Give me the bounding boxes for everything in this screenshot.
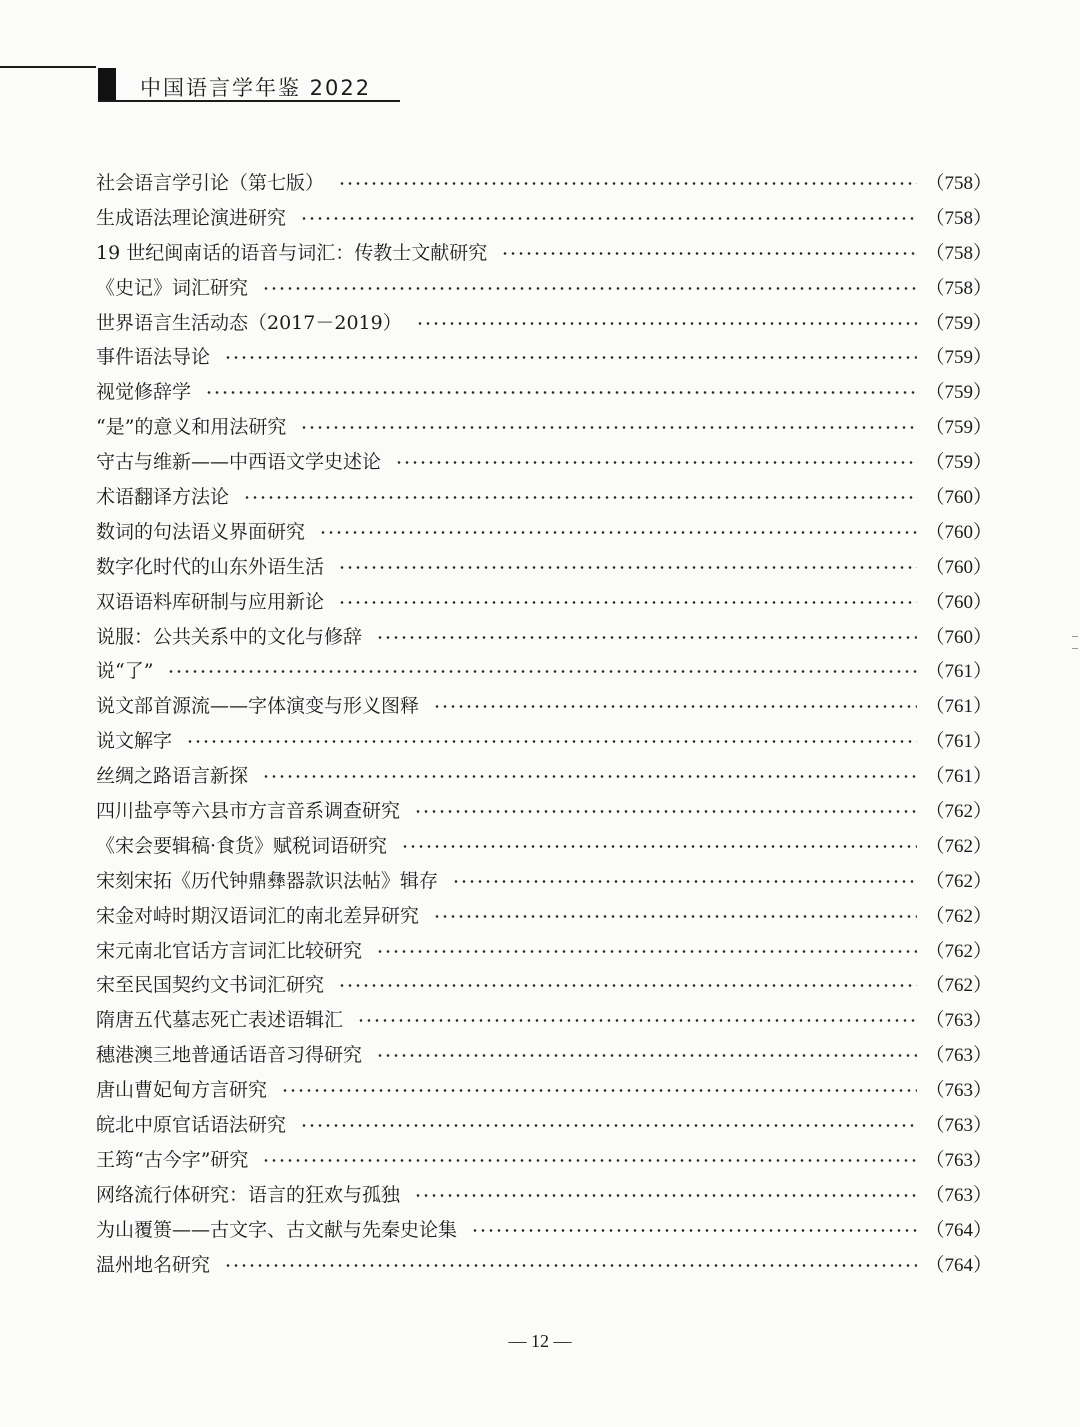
dot-leader (414, 810, 917, 813)
dot-leader (338, 601, 917, 604)
toc-entry-title: 《史记》词汇研究 (96, 276, 249, 299)
toc-entry-title: 宋至民国契约文书词汇研究 (96, 974, 325, 997)
toc-entry-page: （760） (925, 521, 992, 543)
toc-entry-title: 网络流行体研究：语言的狂欢与孤独 (96, 1183, 401, 1206)
toc-entry (96, 1211, 992, 1246)
toc-entry-page: （762） (925, 835, 992, 857)
toc-entry-title: 数字化时代的山东外语生活 (96, 555, 325, 578)
toc-entry-page: （758） (925, 277, 992, 299)
toc-entry (96, 932, 992, 967)
dot-leader (416, 322, 918, 325)
toc-entry (96, 443, 992, 478)
dot-leader (224, 1264, 917, 1267)
toc-entry-title: 说服：公共关系中的文化与修辞 (96, 625, 363, 648)
toc-entry (96, 1141, 992, 1176)
toc-entry (96, 757, 992, 792)
dot-leader (401, 845, 917, 848)
toc-entry-title: 《宋会要辑稿·食货》赋税词语研究 (96, 834, 388, 857)
toc-entry-title: 事件语法导论 (96, 346, 211, 369)
toc-entry-page: （761） (925, 696, 992, 718)
toc-entry-title: 王筠“古今字”研究 (96, 1148, 249, 1171)
dot-leader (452, 880, 917, 883)
dot-leader (262, 1159, 917, 1162)
running-header (0, 58, 400, 102)
toc-entry-page: （759） (925, 312, 992, 334)
toc-entry-title: 社会语言学引论（第七版） (96, 171, 325, 194)
toc-entry (96, 548, 992, 583)
dot-leader (262, 287, 917, 290)
toc-entry-page: （759） (925, 417, 992, 439)
toc-entry (96, 304, 992, 339)
toc-entry-title: 说文部首源流——字体演变与形义图释 (96, 695, 420, 718)
toc-entry-page: （763） (925, 1010, 992, 1032)
toc-entry (96, 792, 992, 827)
toc-entry-page: （763） (925, 1114, 992, 1136)
toc-entry (96, 862, 992, 897)
toc-entry (96, 897, 992, 932)
toc-entry-page: （762） (925, 975, 992, 997)
toc-entry-title: 皖北中原官话语法研究 (96, 1113, 287, 1136)
dot-leader (376, 636, 917, 639)
toc-entry (96, 513, 992, 548)
toc-entry-title: 生成语法理论演进研究 (96, 206, 287, 229)
toc-entry-page: （764） (925, 1254, 992, 1276)
toc-entry (96, 1036, 992, 1071)
toc-entry-page: （759） (925, 452, 992, 474)
toc-entry-title: 视觉修辞学 (96, 381, 192, 404)
dot-leader (281, 1089, 917, 1092)
toc-entry-page: （761） (925, 731, 992, 753)
toc-entry-page: （758） (925, 207, 992, 229)
toc-entry-page: （760） (925, 591, 992, 613)
dot-leader (433, 915, 917, 918)
toc-entry-page: （760） (925, 626, 992, 648)
toc-entry-title: 说文解字 (96, 730, 173, 753)
toc-entry (96, 199, 992, 234)
toc-entry (96, 1071, 992, 1106)
toc-entry-title: 数词的句法语义界面研究 (96, 520, 306, 543)
toc-entry-page: （762） (925, 940, 992, 962)
toc-entry (96, 338, 992, 373)
toc-entry (96, 1001, 992, 1036)
toc-entry (96, 583, 992, 618)
toc-entry (96, 164, 992, 199)
toc-entry-title: 隋唐五代墓志死亡表述语辑汇 (96, 1009, 344, 1032)
toc-entry (96, 827, 992, 862)
toc-entry-page: （762） (925, 800, 992, 822)
toc-entry-page: （764） (925, 1219, 992, 1241)
toc-entry-title: 宋金对峙时期汉语词汇的南北差异研究 (96, 904, 420, 927)
dot-leader (376, 1054, 917, 1057)
toc-entry-title: 唐山曹妃甸方言研究 (96, 1079, 268, 1102)
toc-entry-title: 双语语料库研制与应用新论 (96, 590, 325, 613)
dot-leader (205, 391, 917, 394)
dot-leader (338, 984, 917, 987)
toc-entry-title: “是”的意义和用法研究 (96, 416, 287, 439)
toc-entry (96, 1176, 992, 1211)
dot-leader (243, 496, 917, 499)
toc-entry-title: 宋元南北官话方言词汇比较研究 (96, 939, 363, 962)
toc-entry-title: 四川盐亭等六县市方言音系调查研究 (96, 799, 401, 822)
toc-entry (96, 1246, 992, 1281)
toc-entry-page: （761） (925, 766, 992, 788)
toc-entry (96, 687, 992, 722)
scan-edge-mark (1072, 648, 1078, 649)
dot-leader (319, 531, 917, 534)
toc-entry (96, 722, 992, 757)
toc-entry-page: （762） (925, 905, 992, 927)
toc-entry-title: 穗港澳三地普通话语音习得研究 (96, 1044, 363, 1067)
dot-leader (414, 1194, 917, 1197)
toc-entry (96, 373, 992, 408)
scan-edge-mark (1072, 636, 1078, 637)
toc-entry (96, 269, 992, 304)
dot-leader (338, 566, 917, 569)
toc-entry-page: （762） (925, 870, 992, 892)
dot-leader (300, 1124, 917, 1127)
toc-entry-page: （760） (925, 556, 992, 578)
toc-entry-page: （759） (925, 382, 992, 404)
dot-leader (433, 705, 917, 708)
toc-entry (96, 478, 992, 513)
toc-entry (96, 652, 992, 687)
toc-entry-title: 丝绸之路语言新探 (96, 765, 249, 788)
dot-leader (376, 950, 917, 953)
header-title: 中国语言学年鉴 2022 (140, 76, 372, 100)
dot-leader (167, 670, 917, 673)
toc-entry (96, 234, 992, 269)
toc-entry-title: 守古与维新——中西语文学史述论 (96, 451, 382, 474)
toc-entry-title: 温州地名研究 (96, 1253, 211, 1276)
page-number: — 12 — (508, 1331, 572, 1351)
toc-entry-page: （763） (925, 1080, 992, 1102)
toc-entry-page: （763） (925, 1184, 992, 1206)
toc-entry-page: （758） (925, 172, 992, 194)
table-of-contents (96, 164, 992, 1281)
toc-entry-page: （763） (925, 1045, 992, 1067)
toc-entry-page: （758） (925, 242, 992, 264)
toc-entry (96, 618, 992, 653)
toc-entry-title: 19 世纪闽南话的语音与词汇：传教士文献研究 (96, 241, 488, 264)
dot-leader (186, 740, 917, 743)
toc-entry-page: （763） (925, 1149, 992, 1171)
toc-entry-page: （761） (925, 661, 992, 683)
toc-entry-title: 世界语言生活动态（2017－2019） (96, 311, 402, 334)
toc-entry-title: 术语翻译方法论 (96, 485, 230, 508)
header-marker-block (98, 68, 116, 100)
dot-leader (224, 356, 917, 359)
dot-leader (300, 217, 917, 220)
dot-leader (471, 1229, 917, 1232)
dot-leader (395, 461, 917, 464)
dot-leader (357, 1019, 917, 1022)
toc-entry-title: 宋刻宋拓《历代钟鼎彝器款识法帖》辑存 (96, 869, 439, 892)
toc-entry-title: 为山覆篑——古文字、古文献与先秦史论集 (96, 1218, 458, 1241)
dot-leader (501, 252, 917, 255)
dot-leader (300, 426, 917, 429)
header-rule (0, 66, 96, 68)
header-underline (98, 100, 400, 102)
toc-entry-title: 说“了” (96, 660, 154, 683)
toc-entry-page: （760） (925, 486, 992, 508)
toc-entry (96, 966, 992, 1001)
toc-entry (96, 408, 992, 443)
dot-leader (262, 775, 917, 778)
toc-entry-page: （759） (925, 347, 992, 369)
toc-entry (96, 1106, 992, 1141)
dot-leader (338, 182, 917, 185)
